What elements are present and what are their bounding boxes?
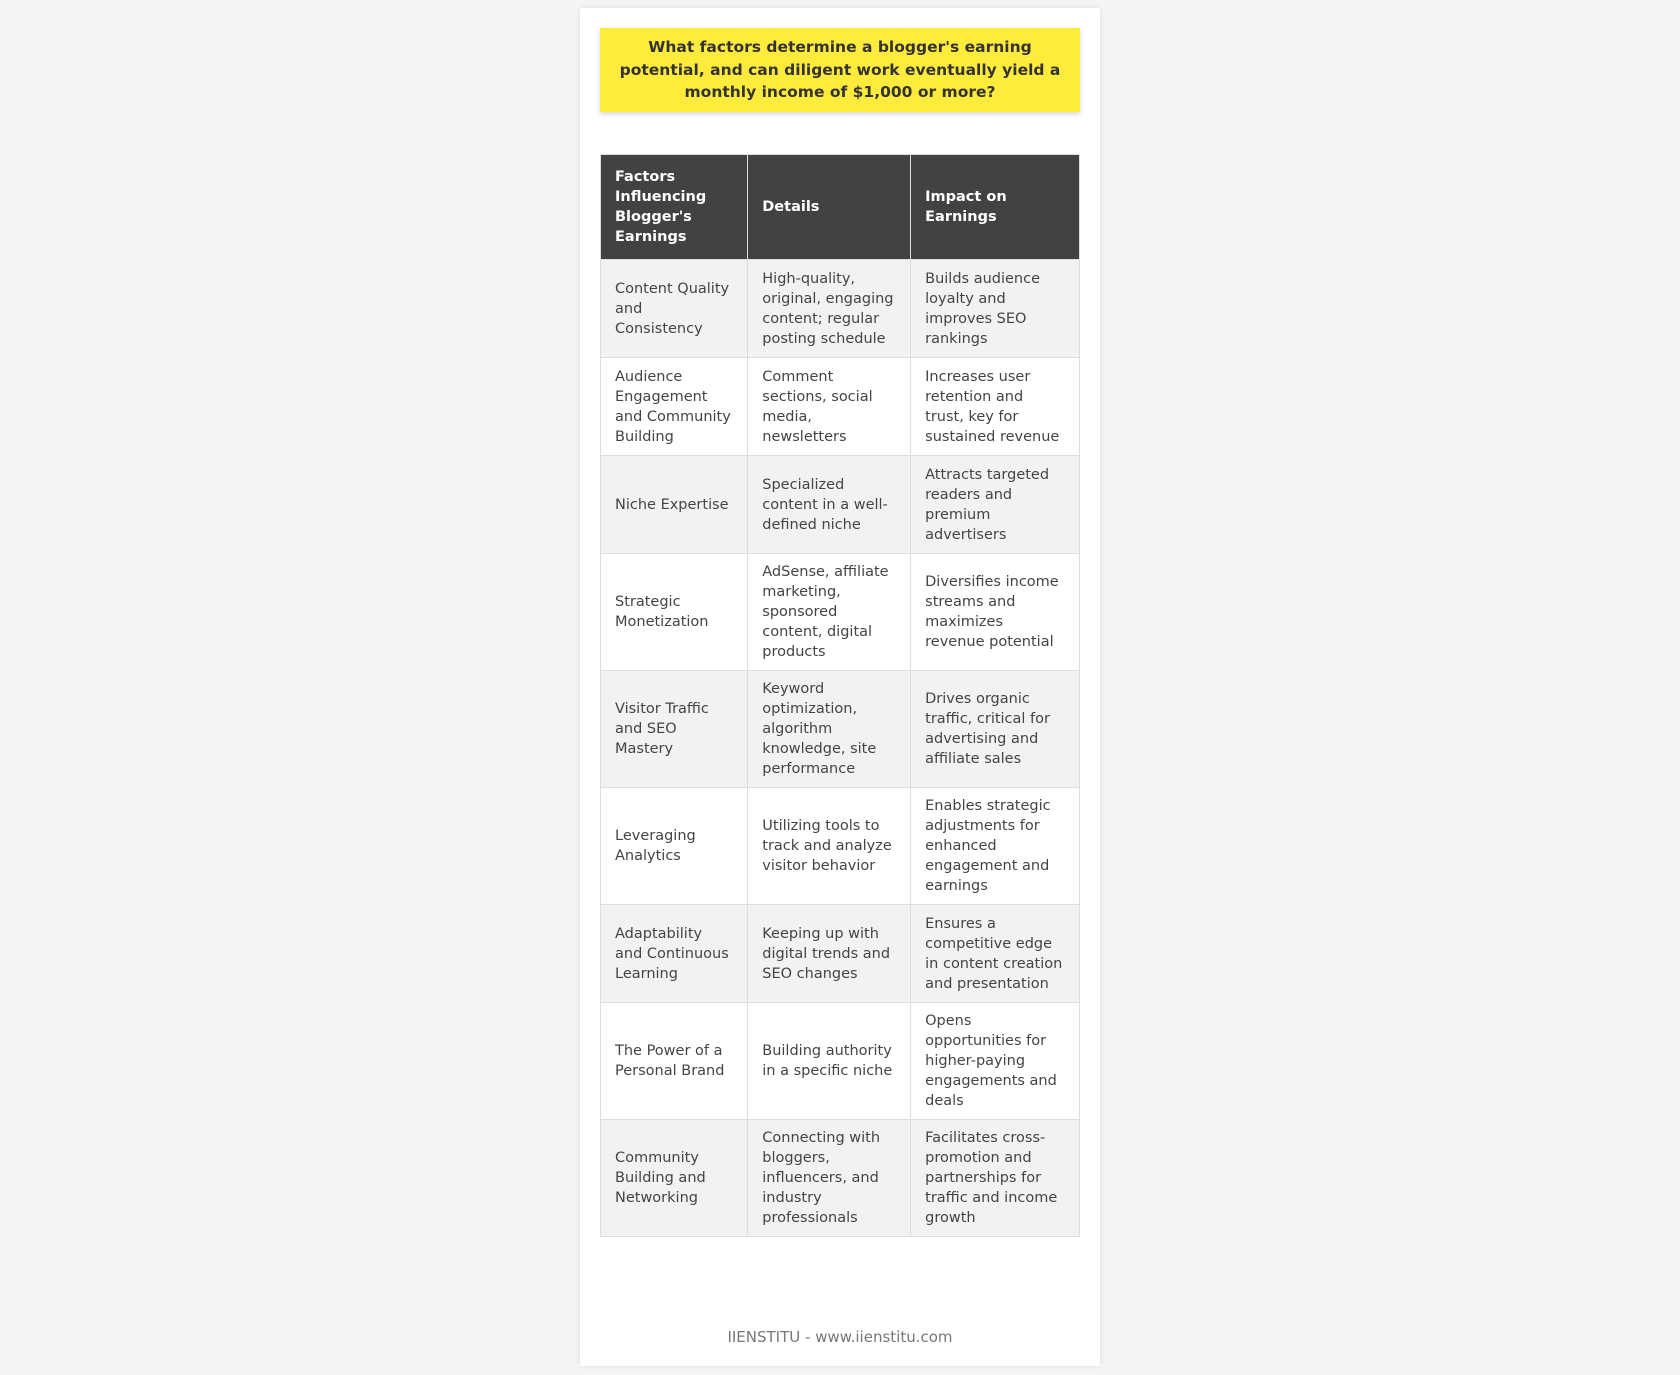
column-header-impact: Impact on Earnings — [911, 155, 1080, 260]
impact-cell: Enables strategic adjustments for enhanced engagement and earnings — [911, 788, 1080, 905]
impact-cell: Facilitates cross-promotion and partnerships for traffic and income growth — [911, 1120, 1080, 1237]
factors-table — [600, 154, 1080, 1237]
details-cell: Keyword optimization, algorithm knowledge, site performance — [748, 671, 911, 788]
factor-cell: Strategic Monetization — [601, 554, 748, 671]
column-header-factors: Factors Influencing Blogger's Earnings — [601, 155, 748, 260]
table-row — [601, 1003, 1080, 1120]
impact-cell: Diversifies income streams and maximizes revenue potential — [911, 554, 1080, 671]
factor-cell: Community Building and Networking — [601, 1120, 748, 1237]
factor-cell: Niche Expertise — [601, 456, 748, 554]
page-title: What factors determine a blogger's earning potential, and can diligent work eventually yield a monthly income of $1,000 or more? — [619, 38, 1061, 102]
details-cell: Connecting with bloggers, influencers, and industry professionals — [748, 1120, 911, 1237]
factor-cell: Content Quality and Consistency — [601, 260, 748, 358]
table-row — [601, 1120, 1080, 1237]
factor-cell: Audience Engagement and Community Building — [601, 358, 748, 456]
impact-cell: Drives organic traffic, critical for advertising and affiliate sales — [911, 671, 1080, 788]
details-cell: Comment sections, social media, newsletters — [748, 358, 911, 456]
table-row — [601, 358, 1080, 456]
table-row — [601, 905, 1080, 1003]
impact-cell: Increases user retention and trust, key for sustained revenue — [911, 358, 1080, 456]
details-cell: Specialized content in a well-defined niche — [748, 456, 911, 554]
content-card — [580, 8, 1100, 1366]
factor-cell: Visitor Traffic and SEO Mastery — [601, 671, 748, 788]
question-banner — [600, 28, 1080, 112]
table-row — [601, 671, 1080, 788]
impact-cell: Attracts targeted readers and premium advertisers — [911, 456, 1080, 554]
factor-cell: The Power of a Personal Brand — [601, 1003, 748, 1120]
details-cell: Utilizing tools to track and analyze visitor behavior — [748, 788, 911, 905]
details-cell: Keeping up with digital trends and SEO changes — [748, 905, 911, 1003]
factor-cell: Adaptability and Continuous Learning — [601, 905, 748, 1003]
impact-cell: Builds audience loyalty and improves SEO rankings — [911, 260, 1080, 358]
table-row — [601, 456, 1080, 554]
table-header-row — [601, 155, 1080, 260]
site-footer: IIENSTITU - www.iienstitu.com — [727, 1328, 953, 1346]
table-row — [601, 554, 1080, 671]
details-cell: High-quality, original, engaging content; regular posting schedule — [748, 260, 911, 358]
impact-cell: Opens opportunities for higher-paying engagements and deals — [911, 1003, 1080, 1120]
factor-cell: Leveraging Analytics — [601, 788, 748, 905]
details-cell: AdSense, affiliate marketing, sponsored content, digital products — [748, 554, 911, 671]
impact-cell: Ensures a competitive edge in content creation and presentation — [911, 905, 1080, 1003]
table-row — [601, 788, 1080, 905]
table-row — [601, 260, 1080, 358]
column-header-details: Details — [748, 155, 911, 260]
details-cell: Building authority in a specific niche — [748, 1003, 911, 1120]
